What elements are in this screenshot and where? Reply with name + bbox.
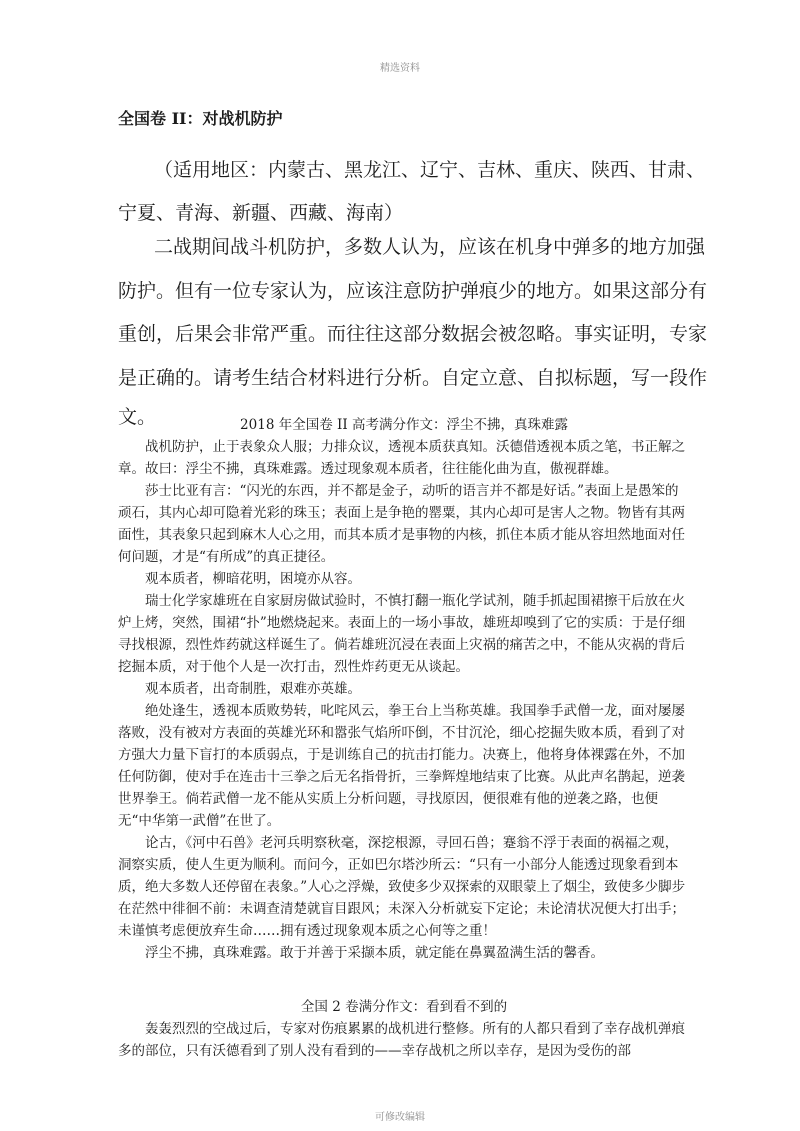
essay-1-paragraph: 瑞士化学家雄班在自家厨房做试验时，不慎打翻一瓶化学试剂，随手抓起围裙擦干后放在火炉上烤，突然，围裙“扑”地燃烧起来。表面上的一场小事故，雄班却嗅到了它的实质：于是仔细寻找根源，烈性炸药就这样诞生了。倘若雄班沉浸在表面上灾祸的痛苦之中，不能从灾祸的背后挖掘本质，对于他个人是一次打击，烈性炸药更无从谈起。 — [118, 593, 686, 675]
essay-1-paragraph: 观本质者，柳暗花明，困境亦从容。 — [145, 571, 361, 587]
essay-1-paragraph: 论古，《河中石兽》老河兵明察秋毫，深挖根源，寻回石兽；蹇翁不浮于表面的祸福之观，洞察实质，使人生更为顺利。而问今，正如巴尔塔沙所云：“只有一小部分人能透过现象看到本质，绝大多数人还停留在表象。”人心之浮燥，致使多少双探索的双眼蒙上了烟尘，致使多少脚步在茫然中徘徊不前：未调查清楚就盲目跟风；未深入分析就妄下定论；未论清状况便大打出手；未谨慎考虑便放弃生命……拥有透过现象观本质之心何等之重！ — [118, 835, 686, 939]
essay-2-paragraph: 轰轰烈烈的空战过后，专家对伤痕累累的战机进行整修。所有的人都只看到了幸存战机弹痕多的部位，只有沃德看到了别人没有看到的——幸存战机之所以幸存，是因为受伤的部 — [118, 1021, 685, 1059]
page-footer: 可修改编辑 — [375, 1112, 425, 1123]
essay-1-paragraph: 莎士比亚有言：“闪光的东西，并不都是金子，动听的语言并不都是好话。”表面上是愚笨的顽石，其内心却可隐着光彩的珠玉；表面上是争艳的罂粟，其内心却可是害人之物。物皆有其两面性，其表象只起到麻木人心之用，而其本质才是事物的内核，抓住本质才能从容坦然地面对任何问题，才是“有所成”的真正捷径。 — [118, 483, 685, 565]
essay-1-title: 2018 年全国卷 II 高考满分作文：浮尘不拂，真珠难露 — [240, 417, 568, 433]
prompt-line-4: 是正确的。请考生结合材料进行分析。自定立意、自拟标题，写一段作 — [118, 367, 708, 389]
prompt-line-3: 重创，后果会非常严重。而往往这部分数据会被忽略。事实证明，专家 — [118, 323, 708, 345]
prompt-title: 全国卷 II：对战机防护 — [118, 109, 283, 128]
prompt-line-2: 防护。但有一位专家认为，应该注意防护弹痕少的地方。如果这部分有 — [118, 280, 708, 302]
essay-1-paragraph: 观本质者，出奇制胜，艰难亦英雄。 — [145, 681, 361, 697]
prompt-region-line-2: 宁夏、青海、新疆、西藏、海南） — [118, 202, 404, 224]
page-header: 精选资料 — [380, 63, 420, 74]
essay-2-title: 全国 2 卷满分作文：看到看不到的 — [300, 999, 508, 1015]
essay-1-paragraph: 战机防护，止于表象众人服；力排众议，透视本质获真知。沃德借透视本质之笔，书正解之章。故曰：浮尘不拂，真珠难露。透过现象观本质者，往往能化曲为直，傲视群雄。 — [118, 439, 685, 477]
prompt-region-line-1: （适用地区：内蒙古、黑龙江、辽宁、吉林、重庆、陕西、甘肃、 — [154, 159, 706, 181]
essay-2 — [118, 996, 690, 1062]
prompt-line-5: 文。 — [118, 406, 157, 428]
essay-1-paragraph: 浮尘不拂，真珠难露。敢于并善于采撷本质，就定能在鼻翼盈满生活的馨香。 — [145, 945, 604, 961]
prompt-line-1: 二战期间战斗机防护，多数人认为，应该在机身中弹多的地方加强 — [154, 236, 706, 258]
essay-1 — [118, 414, 690, 964]
essay-1-paragraph: 绝处逢生，透视本质败势转，叱咤风云，拳王台上当称英雄。我国拳手武僧一龙，面对屡屡落败，没有被对方表面的英雄光环和嚣张气焰所吓倒，不甘沉沦，细心挖掘失败本质，看到了对方强大力量下盲打的本质弱点，于是训练自己的抗击打能力。决赛上，他将身体裸露在外，不加任何防御，使对手在连击十三拳之后无名指骨折，三拳辉煌地结束了比赛。从此声名鹊起，逆袭世界拳王。倘若武僧一龙不能从实质上分析问题，寻找原因，便很难有他的逆袭之路，也便无“中华第一武僧”在世了。 — [118, 703, 685, 829]
